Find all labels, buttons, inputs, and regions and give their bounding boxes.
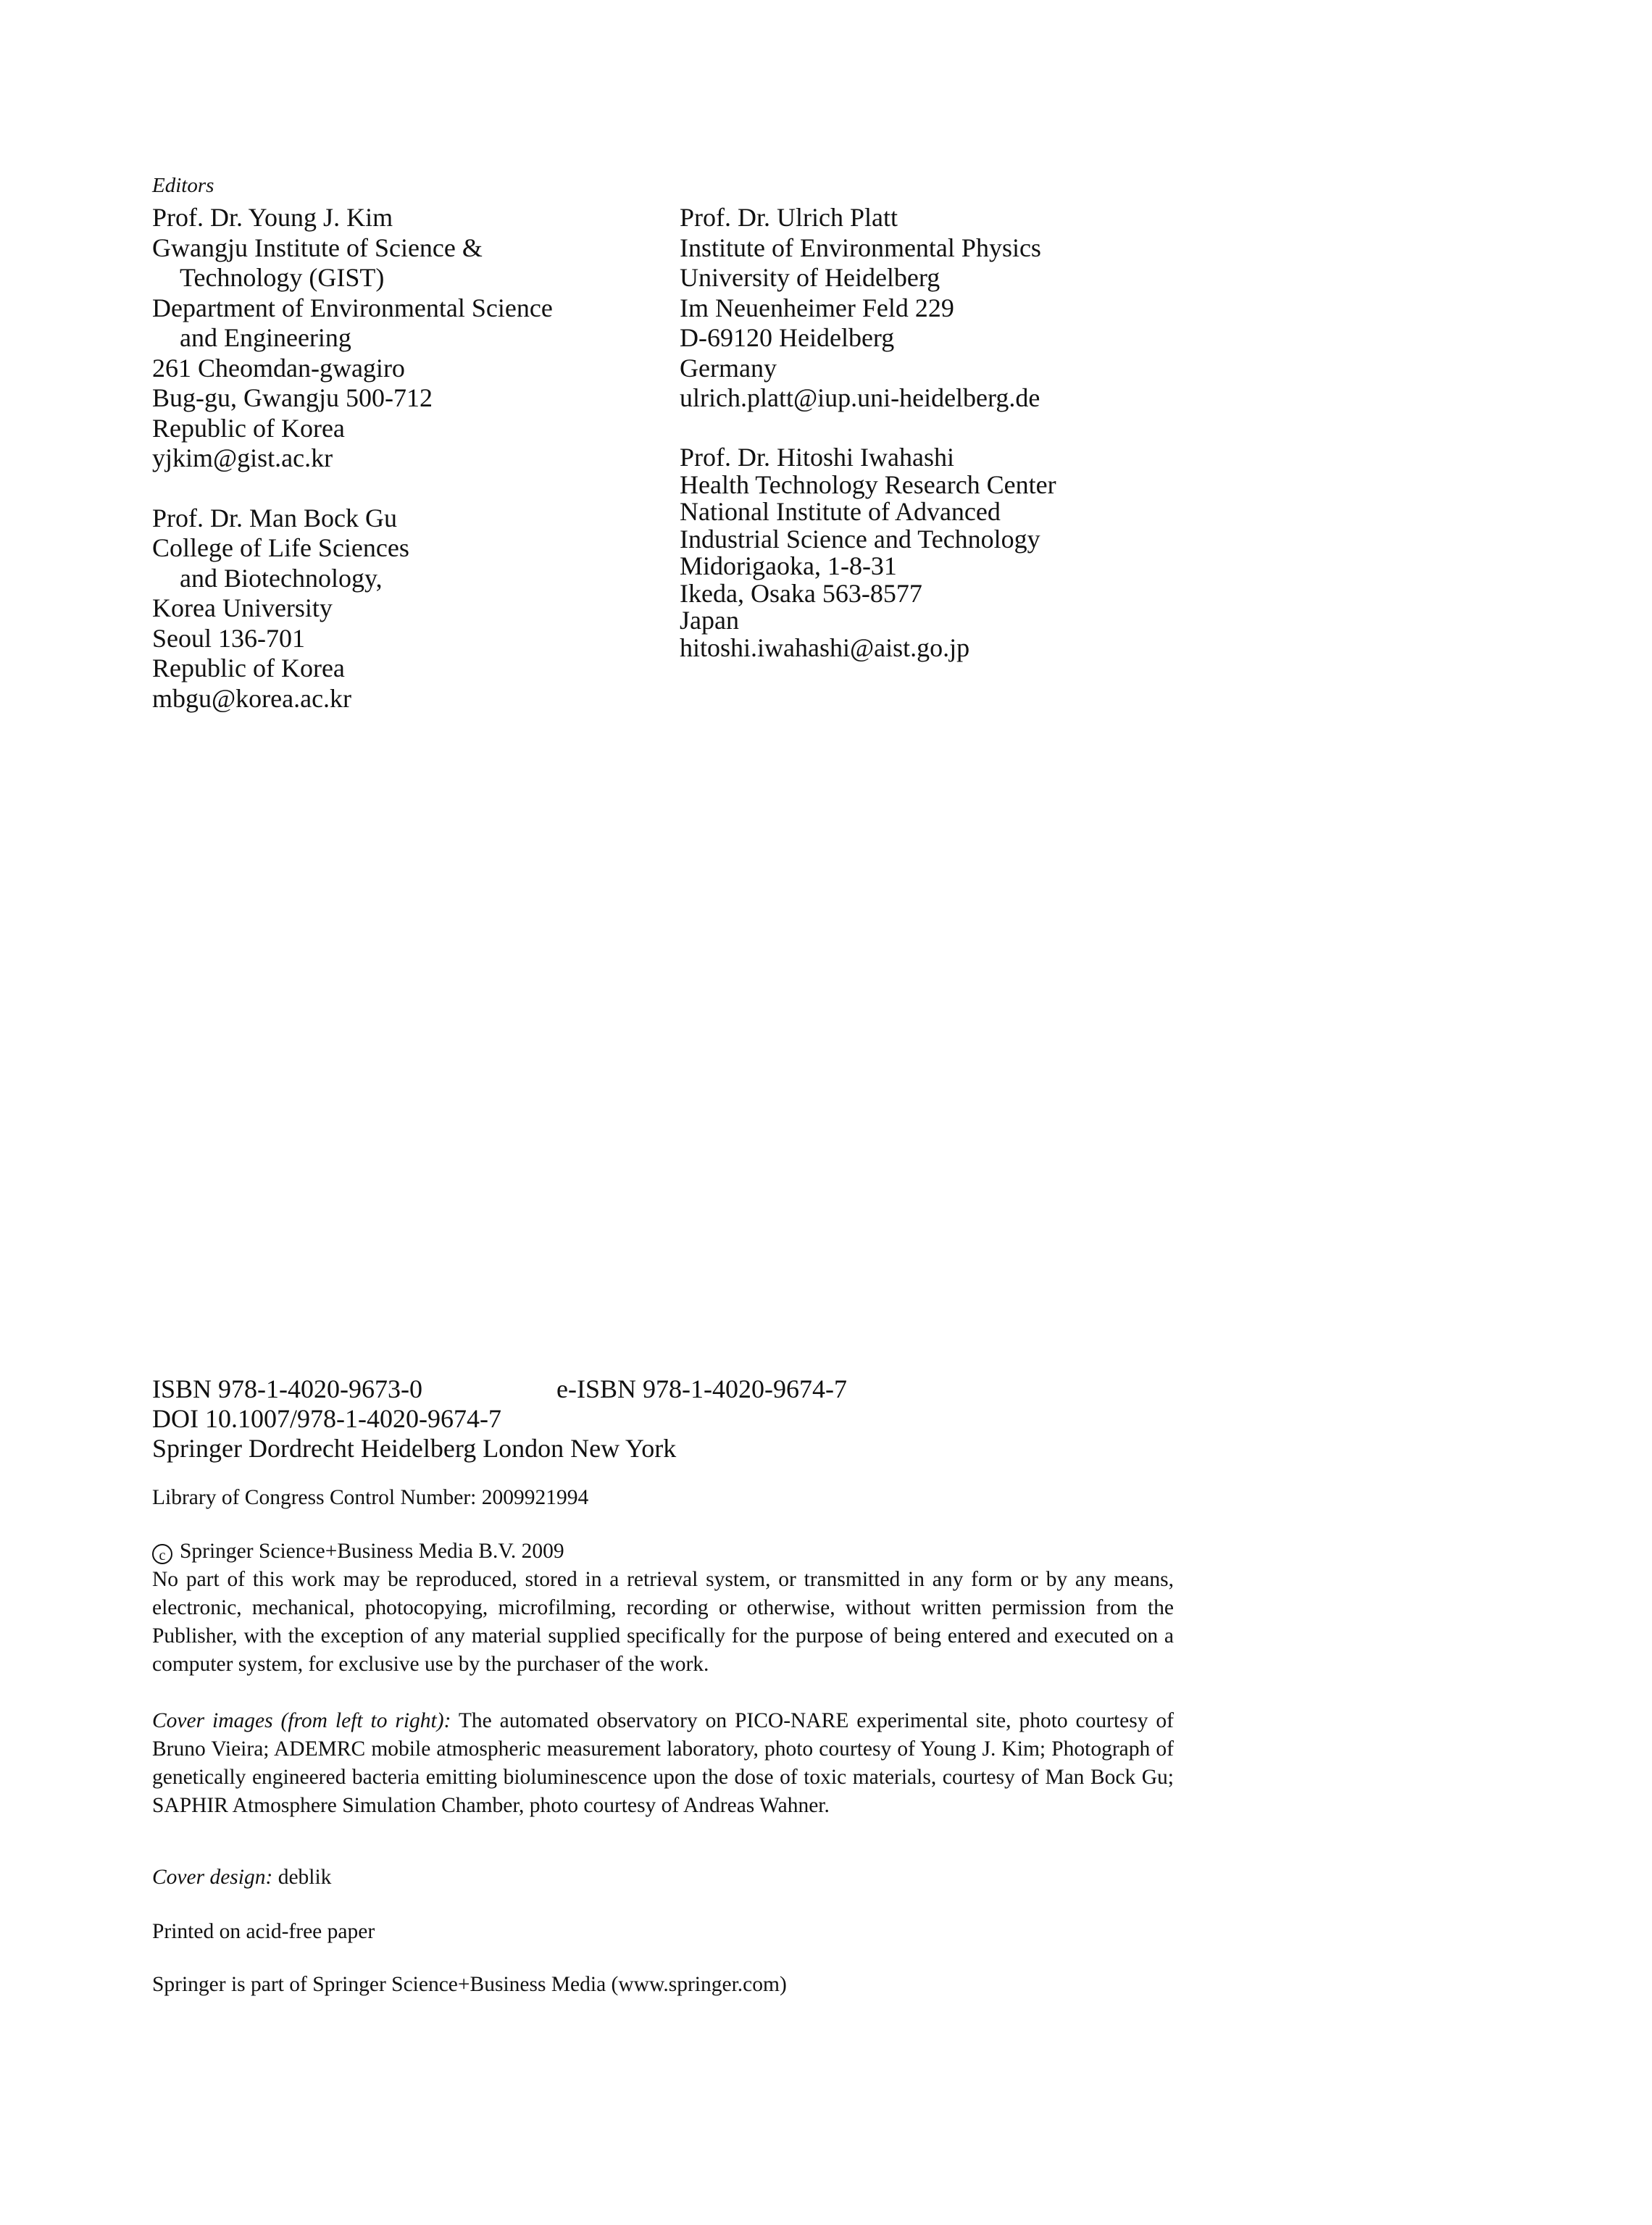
editor-address-line: Technology (GIST): [180, 263, 385, 292]
editor-address-line: 261 Cheomdan-gwagiro: [152, 353, 405, 383]
editor-email: ulrich.platt@iup.uni-heidelberg.de: [680, 383, 1040, 412]
cover-images-label: Cover images (from left to right):: [152, 1709, 451, 1732]
copyright-notice: No part of this work may be reproduced, stored in a retrieval system, or transmitted in any form or by any means, electronic, mechanical, photocopying, microfilming, recording or otherwise, without written permission from the Publisher, with the exception of any material supplied specifically for the purpose of being entered and executed on a computer system, for exclusive use by the purchaser of the work.: [152, 1568, 1174, 1676]
editor-email: mbgu@korea.ac.kr: [152, 683, 352, 713]
editors-left-column: [152, 203, 659, 714]
e-isbn: e-ISBN 978-1-4020-9674-7: [556, 1374, 847, 1403]
editor-address-line: Seoul 136-701: [152, 623, 305, 653]
editor-address-line: Health Technology Research Center: [680, 469, 1056, 499]
editor-address-line: Industrial Science and Technology: [680, 524, 1040, 554]
editors-right-column: [680, 203, 1230, 414]
cover-images-text: The automated observatory on PICO-NARE experimental site, photo courtesy of Bruno Vieira; ADEMRC mobile atmospheric measurement laboratory, photo courtesy of Young J. Kim; Photograph of genetically engineered bacteria emitting bioluminescence upon the dose of toxic materials, courtesy of Man Bock Gu; SAPHIR Atmosphere Simulation Chamber, photo courtesy of Andreas Wahner.: [152, 1709, 1174, 1817]
editor-name: Prof. Dr. Hitoshi Iwahashi: [680, 443, 954, 472]
copyright-holder: Springer Science+Business Media B.V. 2009: [180, 1540, 564, 1563]
publisher-cities: Springer Dordrecht Heidelberg London New York: [152, 1434, 677, 1463]
editor-address-line: Korea University: [152, 593, 333, 622]
isbn: ISBN 978-1-4020-9673-0: [152, 1374, 422, 1403]
editor-address-line: and Engineering: [180, 323, 351, 352]
editor-name: Prof. Dr. Man Bock Gu: [152, 503, 397, 533]
editor-address-line: Republic of Korea: [152, 654, 345, 682]
editor-address-line: Im Neuenheimer Feld 229: [680, 293, 954, 322]
editor-address-line: D-69120 Heidelberg: [680, 323, 895, 352]
editor-address-line: Institute of Environmental Physics: [680, 233, 1041, 262]
editor-address-line: University of Heidelberg: [680, 263, 940, 292]
editor-address-line: Germany: [680, 353, 777, 383]
editors-heading: Editors: [152, 174, 214, 197]
loc-control-number: Library of Congress Control Number: 2009921994: [152, 1486, 589, 1509]
editor-address-line: Gwangju Institute of Science &: [152, 233, 483, 262]
copyright-block: [152, 1537, 1174, 1679]
cover-design-credit: [152, 1863, 1174, 1892]
editor-address-line: Bug-gu, Gwangju 500-712: [152, 383, 433, 412]
doi: DOI 10.1007/978-1-4020-9674-7: [152, 1404, 501, 1433]
bibliographic-info: [152, 1374, 1181, 1464]
cover-design-text: deblik: [278, 1866, 332, 1889]
editor-address-line: National Institute of Advanced: [680, 497, 1001, 526]
editor-address-line: Ikeda, Osaka 563-8577: [680, 578, 922, 608]
cover-design-label: Cover design:: [152, 1866, 273, 1889]
copyright-icon: c: [152, 1544, 172, 1564]
editor-address-line: Department of Environmental Science: [152, 293, 553, 322]
printed-note: Printed on acid-free paper: [152, 1920, 375, 1943]
editor-address-line: Japan: [680, 606, 739, 635]
springer-part-note: Springer is part of Springer Science+Business Media (www.springer.com): [152, 1973, 787, 1996]
editor-name: Prof. Dr. Ulrich Platt: [680, 203, 898, 232]
editors-right-column-second: [680, 444, 1230, 661]
editor-email: yjkim@gist.ac.kr: [152, 443, 333, 472]
editor-address-line: Midorigaoka, 1-8-31: [680, 551, 897, 580]
editor-address-line: Republic of Korea: [152, 413, 345, 443]
cover-images-credit: [152, 1707, 1174, 1820]
editor-name: Prof. Dr. Young J. Kim: [152, 203, 393, 232]
editor-address-line: and Biotechnology,: [180, 563, 383, 593]
editor-email: hitoshi.iwahashi@aist.go.jp: [680, 633, 970, 662]
editor-address-line: College of Life Sciences: [152, 533, 409, 562]
